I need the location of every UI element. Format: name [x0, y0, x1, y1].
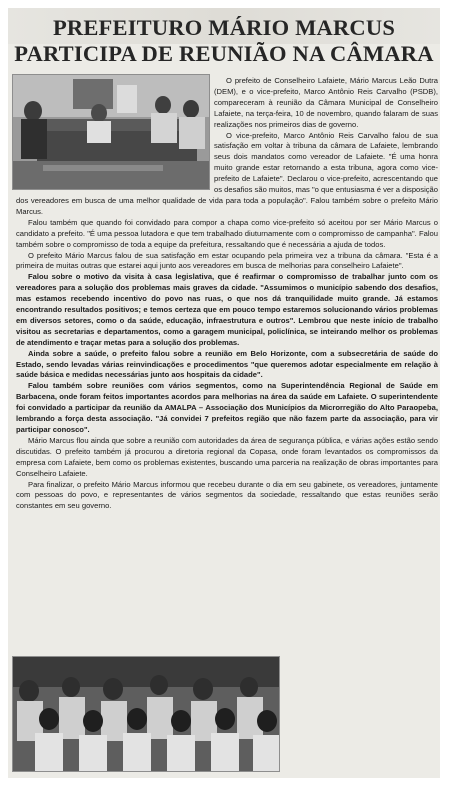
newspaper-clipping — [8, 8, 440, 778]
paragraph-2: O vice-prefeito, Marco Antônio Reis Carvalho falou de sua satisfação em voltar à tribuna da câmara de Lafaiete, lembrando seus dois mandatos como vereador de Lafaiete. "É uma honra muito grande estar retornando a esta tribuna, agora como vice-prefeito de Lafaiete". Declarou o vice-prefeito, acrescentando que os desafios são muitos, mas "o que entusiasma é ver a disposição dos vereadores em busca de uma melhor qualidade de vida para toda a população". Falou também sobre o prefeito Mário Marcus. — [16, 130, 438, 216]
article-body — [16, 76, 438, 764]
paragraph-6: Ainda sobre a saúde, o prefeito falou sobre a reunião em Belo Horizonte, com a subsecretária de saúde do Estado, sendo levadas várias reinvindicações e procedimentos "que queremos adotar especialmente em relação à saúde básica e medidas necessárias junto aos hospitais da cidade". — [16, 348, 438, 380]
paragraph-7: Falou também sobre reuniões com vários segmentos, como na Superintendência Regional de Saúde em Barbacena, onde foram feitos importantes acordos para melhorias na área da saúde em Lafaiete. O superintendente foi convidado a participar da reunião da AMALPA – Associação dos Municípios da Microrregião do Alto Paraopeba, lembrando a força desta associação. "Já convidei 7 prefeitos região que não fazem parte da associação, para vir participar conosco". — [16, 381, 438, 434]
photo-spacer-top — [12, 76, 208, 190]
paragraph-8: Mário Marcus flou ainda que sobre a reunião com autoridades da área de segurança pública, e várias ações estão sendo discutidas. O prefeito também já procurou a diretoria regional da Copasa, onde foram levantados os compromissos da empresa com Lafaiete, bem como os problemas existentes, buscando uma parceria na realização de obras importantes para Conselheiro Lafaiete. — [16, 435, 438, 478]
paragraph-4: O prefeito Mário Marcus falou de sua satisfação em estar ocupando pela primeira vez a tribuna da câmara. "Esta é a primeira de muitas outras que estarei aqui junto aos vereadores em busca de melhorias para conselheiro Lafaiete". — [16, 250, 438, 271]
paragraph-3: Falou também que quando foi convidado para compor a chapa como vice-prefeito só aceitou por ser Mário Marcus o candidato a prefeito. "É uma pessoa lutadora e que tem trabalhado diuturnamente com o compromisso de campanha". Falou também sobre o compromisso de toda a equipe da prefeitura, ressaltando que é necessária a ajuda de todos. — [16, 217, 438, 249]
article-headline — [8, 15, 440, 67]
headline-line-2: PARTICIPA DE REUNIÃO NA CÂMARA — [14, 41, 434, 66]
photo-spacer-bottom — [12, 648, 278, 764]
paragraph-1: O prefeito de Conselheiro Lafaiete, Mário Marcus Leão Dutra (DEM), e o vice-prefeito, Marco Antônio Reis Carvalho (PSDB), compareceram à reunião da Câmara Municipal de Conselheiro Lafaiete, na terça-feira, 10 de novembro, quando falaram de suas realizações nos primeiros dias de governo. — [214, 76, 438, 129]
paragraph-9: Para finalizar, o prefeito Mário Marcus informou que recebeu durante o dia em seu gabinete, os vereadores, juntamente com pessoas do povo, e representantes de vários segmentos da sociedade, ressaltando que estas reuniões serão constantes em seu governo. — [16, 479, 438, 511]
headline-line-1: PREFEITURO MÁRIO MARCUS — [52, 15, 396, 40]
paragraph-5: Falou sobre o motivo da visita à casa legislativa, que é reafirmar o compromisso de trabalhar junto com os vereadores para a solução dos problemas mais graves da cidade. "Assumimos o município sabendo dos desafios, mas estamos recebendo incentivo do povo nas ruas, o que nos dá tranquilidade muito grande. Já estamos encontrando resultados positivos; e temos certeza que em pouco tempo estaremos solucionando vários problemas em diversos setores, como o da saúde, educação, infraestrutura e outros". Lembrou que neste início de trabalho visitou as secretarias e departamentos, como a garagem municipal, policlínica, se inteirando melhor os problemas de atendimento e traçar metas para a solução dos problemas. — [16, 272, 438, 347]
